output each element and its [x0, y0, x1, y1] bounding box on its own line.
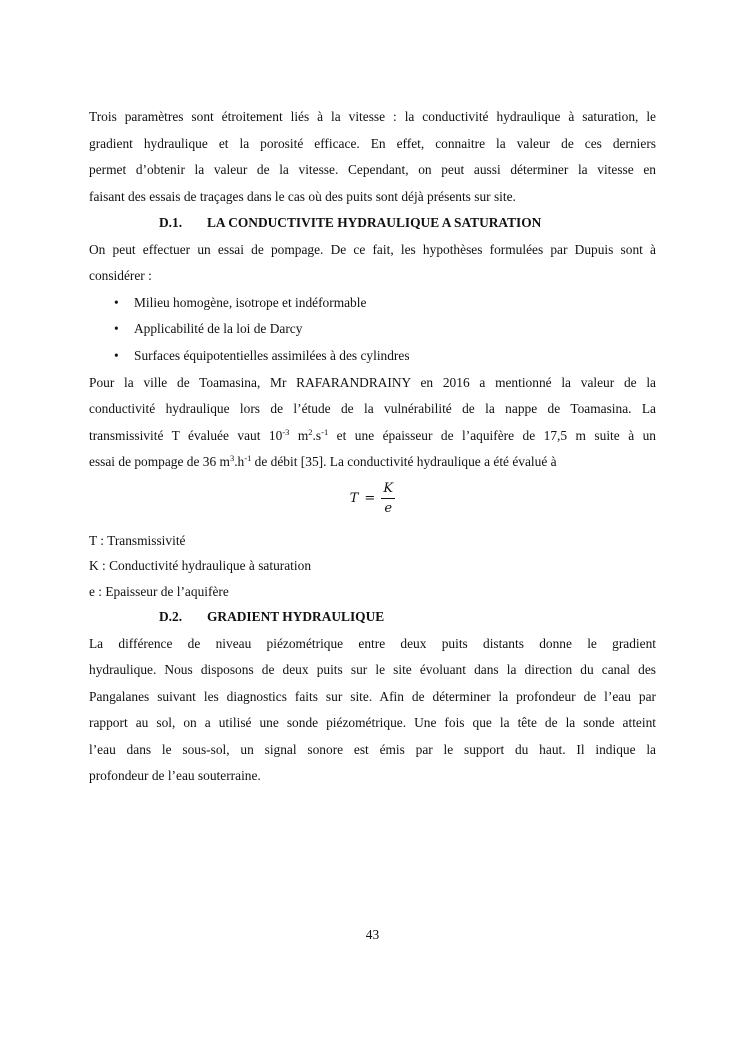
- gradient-line-3: Pangalanes suivant les diagnostics faits sur site. Afin de déterminer la profondeur de l’eau par: [89, 688, 656, 704]
- intro-line-3: permet d’obtenir la valeur de la vitesse. Cependant, on peut aussi déterminer la vitesse en: [89, 162, 656, 177]
- intro-line-1: Trois paramètres sont étroitement liés à la vitesse : la conductivité hydraulique à saturation, le: [89, 109, 656, 124]
- section1-intro: [89, 237, 656, 290]
- intro-paragraph: [89, 104, 656, 210]
- formula: [89, 478, 656, 520]
- page-number: 43: [365, 927, 380, 942]
- text-run: m: [289, 427, 309, 443]
- bullet-icon: •: [114, 321, 119, 337]
- text-run: .h: [234, 454, 245, 470]
- fraction-bar: [381, 498, 395, 499]
- list-item: [89, 343, 656, 370]
- intro-line-2: gradient hydraulique et la porosité efficace. En effet, connaitre la valeur de ces derniers: [89, 135, 656, 151]
- gradient-line-2: hydraulique. Nous disposons de deux puits sur le site évoluant dans la direction du canal des: [89, 662, 656, 678]
- text-run: essai de pompage de 36 m: [89, 454, 230, 470]
- definition-item: e : Epaisseur de l’aquifère: [89, 583, 229, 599]
- list-item-text: Surfaces équipotentielles assimilées à des cylindres: [134, 348, 410, 364]
- para-line-2: conductivité hydraulique lors de l’étude de la vulnérabilité de la nappe de Toamasina. La: [89, 401, 656, 417]
- definition-item: K : Conductivité hydraulique à saturation: [89, 558, 312, 574]
- hypotheses-list: [89, 290, 656, 370]
- exponent: -1: [244, 453, 252, 464]
- list-item-text: Milieu homogène, isotrope et indéformable: [134, 294, 367, 310]
- gradient-line-4: rapport au sol, on a utilisé une sonde piézométrique. Une fois que la tête de la sonde atteint: [89, 715, 656, 731]
- section-heading-d1: [89, 210, 656, 237]
- list-item-text: Applicabilité de la loi de Darcy: [134, 321, 303, 337]
- section-title: GRADIENT HYDRAULIQUE: [207, 609, 385, 625]
- exponent: 3: [229, 453, 235, 464]
- exponent: 2: [308, 426, 313, 437]
- text-run: de débit [35]. La conductivité hydraulique a été évalué à: [251, 454, 557, 470]
- document-page: [89, 104, 656, 790]
- gradient-line-5: l’eau dans le sous-sol, un signal sonore est émis par le support du haut. Il indique la: [89, 741, 656, 757]
- formula-equals: =: [364, 491, 376, 507]
- formula-denominator: e: [384, 501, 393, 517]
- para-line-1: Pour la ville de Toamasina, Mr RAFARANDRAINY en 2016 a mentionné la valeur de la: [89, 374, 656, 390]
- formula-numerator: K: [383, 481, 394, 497]
- text-run: transmissivité T évaluée vaut 10: [89, 427, 283, 443]
- section1-intro-line-1: On peut effectuer un essai de pompage. De ce fait, les hypothèses formulées par Dupuis sont à: [89, 241, 656, 257]
- exponent: -3: [282, 426, 290, 437]
- intro-line-4: faisant des essais de traçages dans le cas où des puits sont déjà présents sur site.: [89, 188, 516, 204]
- exponent: -1: [321, 426, 329, 437]
- section-number: D.2.: [159, 609, 183, 625]
- gradient-line-1: La différence de niveau piézométrique entre deux puits distants donne le gradient: [89, 635, 656, 651]
- transmissivity-paragraph: [89, 370, 656, 476]
- gradient-paragraph: [89, 631, 656, 790]
- para-line-4: [89, 449, 656, 476]
- section-heading-d2: [89, 604, 656, 631]
- definition-item: T : Transmissivité: [89, 532, 186, 548]
- formula-lhs: T: [349, 491, 359, 507]
- para-line-3: [89, 423, 656, 450]
- text-run: .s: [312, 427, 322, 443]
- gradient-line-6: profondeur de l’eau souterraine.: [89, 768, 261, 784]
- bullet-icon: •: [114, 294, 119, 310]
- list-item: [89, 290, 656, 317]
- bullet-icon: •: [114, 348, 119, 364]
- formula-fraction: [381, 481, 395, 516]
- section-number: D.1.: [159, 215, 183, 230]
- list-item: [89, 316, 656, 343]
- definitions-list: [89, 528, 656, 605]
- text-run: et une épaisseur de l’aquifère de 17,5 m suite à un: [328, 427, 657, 443]
- section-title: LA CONDUCTIVITE HYDRAULIQUE A SATURATION: [207, 215, 542, 230]
- section1-intro-line-2: considérer :: [89, 268, 152, 283]
